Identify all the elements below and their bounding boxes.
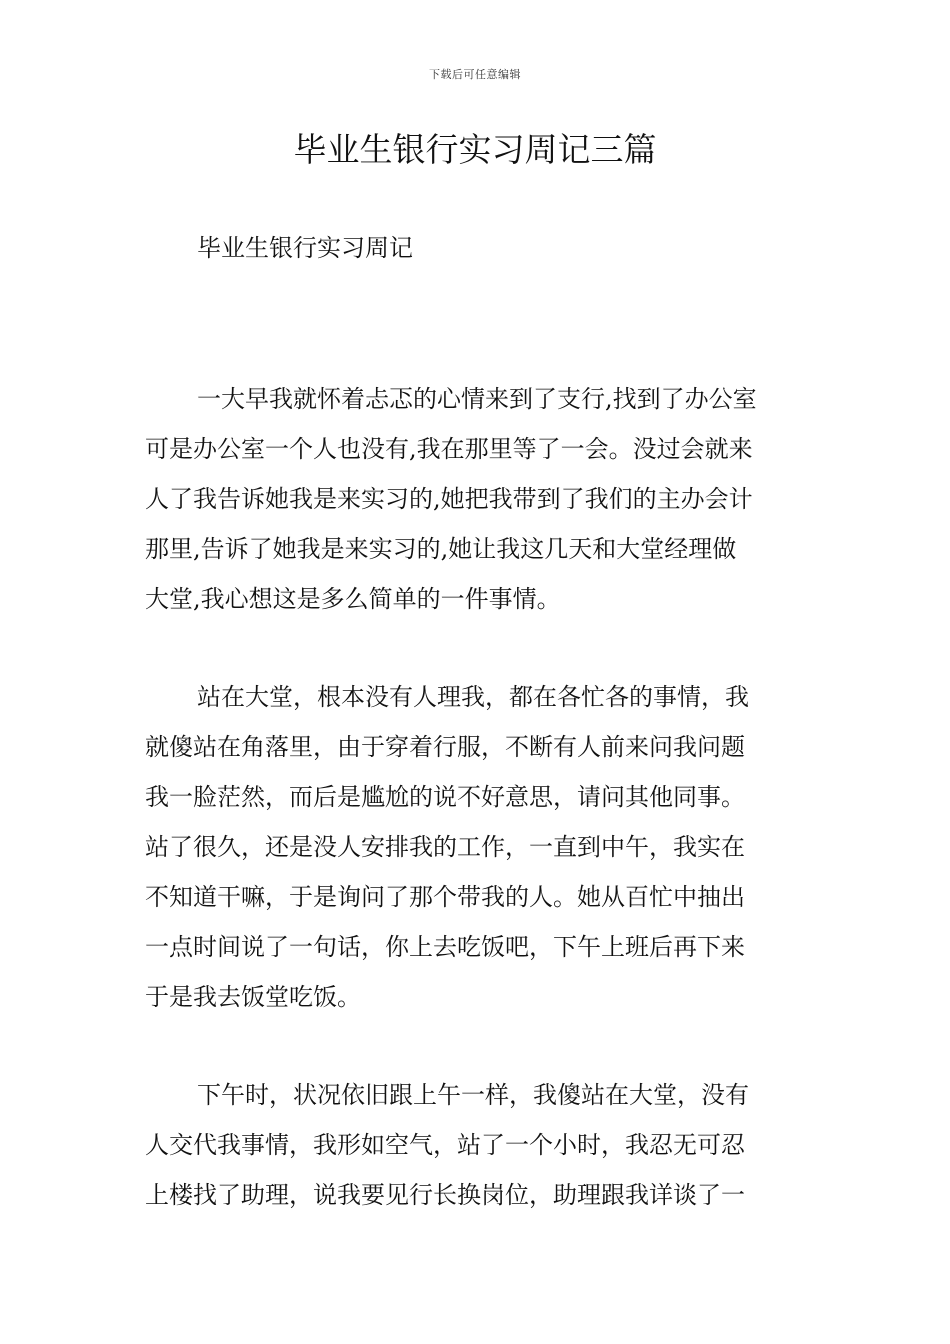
paragraph-line: 一点时间说了一句话，你上去吃饭吧，下午上班后再下来 — [145, 933, 745, 961]
paragraph — [145, 672, 805, 1022]
paragraph-line: 人了我告诉她我是来实习的,她把我带到了我们的主办会计 — [145, 485, 753, 513]
paragraph-line: 不知道干嘛，于是询问了那个带我的人。她从百忙中抽出 — [145, 883, 745, 911]
paragraph-line: 那里,告诉了她我是来实习的,她让我这几天和大堂经理做 — [145, 535, 737, 563]
header-note: 下载后可任意编辑 — [429, 68, 521, 81]
paragraph — [145, 1070, 805, 1220]
paragraph-line: 站了很久，还是没人安排我的工作，一直到中午，我实在 — [145, 833, 745, 861]
section-heading: 毕业生银行实习周记 — [197, 234, 413, 262]
paragraph-line: 人交代我事情，我形如空气，站了一个小时，我忍无可忍 — [145, 1131, 745, 1159]
paragraph-line: 于是我去饭堂吃饭。 — [145, 983, 361, 1011]
paragraph — [145, 374, 805, 624]
paragraph-line: 我一脸茫然，而后是尴尬的说不好意思，请问其他同事。 — [145, 783, 745, 811]
paragraph-line: 大堂,我心想这是多么简单的一件事情。 — [145, 585, 561, 613]
paragraph-line: 站在大堂，根本没有人理我，都在各忙各的事情，我 — [197, 683, 749, 711]
document-title: 毕业生银行实习周记三篇 — [293, 130, 657, 169]
paragraph-line: 上楼找了助理，说我要见行长换岗位，助理跟我详谈了一 — [145, 1181, 745, 1209]
paragraph-line: 一大早我就怀着忐忑的心情来到了支行,找到了办公室 — [197, 385, 757, 413]
paragraph-line: 下午时，状况依旧跟上午一样，我傻站在大堂，没有 — [197, 1081, 749, 1109]
paragraph-line: 可是办公室一个人也没有,我在那里等了一会。没过会就来 — [145, 435, 753, 463]
paragraph-line: 就傻站在角落里，由于穿着行服，不断有人前来问我问题 — [145, 733, 745, 761]
